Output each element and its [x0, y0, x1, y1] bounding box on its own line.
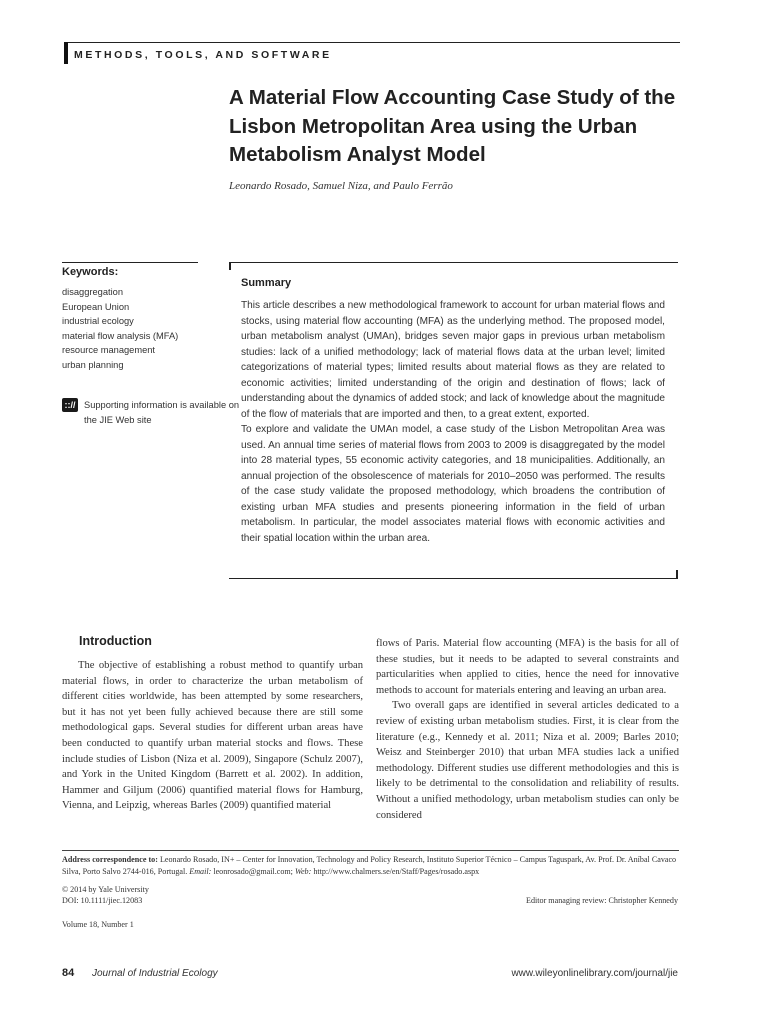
summary-body	[241, 298, 665, 546]
keywords-rule	[62, 262, 198, 263]
section-label: METHODS, TOOLS, AND SOFTWARE	[74, 49, 332, 61]
web-label: Web:	[294, 866, 312, 876]
header-rule	[64, 42, 680, 43]
summary-paragraph: This article describes a new methodological framework to account for urban material flows and stocks, using material flow accounting (MFA) as the underlying method. The proposed model, urban metabolism analyst (UMAn), bridges seven major gaps in previous urban metabolism studies: lack of a unified methodology; lack of material flows data at the urban level; limited categorizations of material types; limited results about material flows as they are related to economic activities; limited understanding of the origin and destination of flows; lack of understanding about the dynamics of added stock; and lack of knowledge about the magnitude of the flow of materials that are imported and then, to a great extent, exported.	[241, 300, 665, 420]
body-paragraph: flows of Paris. Material flow accounting (MFA) is the basis for all of these studies, but it needs to be adapted to several constraints and particularities when applied to cities, hence the need for innovative methods to account for materials entering and leaving an urban area.	[376, 638, 679, 696]
summary-corner-tick	[229, 262, 231, 270]
web-link[interactable]: http://www.chalmers.se/en/Staff/Pages/rosado.aspx	[311, 866, 480, 876]
summary-paragraph: To explore and validate the UMAn model, a case study of the Lisbon Metropolitan Area was used. An annual time series of material flows from 2003 to 2009 is disaggregated by the model into 28 material types, 55 economic activity categories, and 18 municipalities. Additionally, an annual projection of the obsolescence of materials for 2010–2050 was performed. The results of the case study validate the proposed methodology, which broadens the contribution of existing urban MFA studies and presents pioneering information in the field of urban metabolism. In particular, the model associates material flows with economic activities and their spatial location within the urban area.	[241, 424, 665, 544]
journal-website[interactable]: www.wileyonlinelibrary.com/journal/jie	[511, 968, 678, 979]
keyword-item: material flow analysis (MFA)	[62, 330, 179, 341]
footnote-rule	[62, 850, 679, 851]
summary-bottom-rule	[229, 578, 678, 579]
doi-text: DOI: 10.1111/jiec.12083	[62, 896, 143, 905]
keyword-item: disaggregation	[62, 287, 123, 297]
body-paragraph: Two overall gaps are identified in several articles dedicated to a review of existing urban metabolism studies. First, it is clear from the literature (e.g., Kennedy et al. 2011; Niza et al. 2009; Barles 2010; Weisz and Steinberger 2010) that urban MFA studies lack a unified methodology. Different studies use different methodologies and this is likely to be detrimental to the consolidation and reliability of results. Without a unified methodology, urban metabolism studies can only be considered	[376, 700, 679, 821]
keyword-item: urban planning	[62, 359, 124, 370]
address-label: Address correspondence to:	[62, 855, 158, 864]
keyword-item: resource management	[62, 345, 156, 355]
summary-corner-tick	[676, 570, 678, 578]
email-link[interactable]: leonrosado@gmail.com;	[211, 866, 295, 876]
summary-top-rule	[229, 262, 678, 263]
keyword-item: European Union	[62, 301, 130, 312]
page-number: 84	[62, 967, 75, 979]
volume-info: Volume 18, Number 1	[62, 920, 134, 929]
keywords-list	[62, 285, 178, 372]
journal-name: Journal of Industrial Ecology	[92, 968, 218, 979]
header-marker	[64, 42, 68, 64]
email-label: Email:	[189, 866, 212, 876]
correspondence-address	[62, 854, 679, 877]
supporting-info-text: Supporting information is available on the JIE Web site	[84, 400, 240, 425]
body-paragraph: The objective of establishing a robust method to quantify urban material flows, in order to characterize the urban metabolism of different cities worldwide, has been attempted by some researchers, but it has not yet been fully achieved because there are still some methodological gaps. Several studies for different urban areas have been conducted to quantify urban material stocks and flows. These include studies of Lisbon (Niza et al. 2009), Singapore (Schulz 2007), and York in the United Kingdom (Barrett et al. 2002). In addition, Hammer and Giljum (2006) quantified material flows for Hamburg, Vienna, and Leipzig, whereas Barles (2009) quantified material	[62, 660, 363, 812]
keyword-item: industrial ecology	[62, 316, 134, 326]
summary-heading: Summary	[241, 277, 292, 289]
body-column-left	[62, 658, 363, 814]
address-text: Leonardo Rosado, IN+ – Center for Innovation, Technology and Policy Research, Instituto Superior Técnico – Campus Taguspark, Av. Prof. Dr. Aníbal Cavaco Silva, Porto Salvo 2744-016, Portugal.	[62, 855, 677, 876]
keywords-heading: Keywords:	[62, 266, 119, 278]
article-title: A Material Flow Accounting Case Study of the Lisbon Metropolitan Area using the Urban Metabolism Analyst Model	[229, 86, 676, 166]
supporting-info-icon: :://	[62, 398, 78, 412]
article-authors: Leonardo Rosado, Samuel Niza, and Paulo Ferrão	[229, 180, 453, 192]
introduction-heading: Introduction	[79, 634, 152, 648]
copyright-block	[62, 884, 149, 906]
body-column-right	[376, 636, 679, 823]
editor-note: Editor managing review: Christopher Kennedy	[526, 896, 678, 905]
copyright-text: © 2014 by Yale University	[62, 885, 149, 894]
